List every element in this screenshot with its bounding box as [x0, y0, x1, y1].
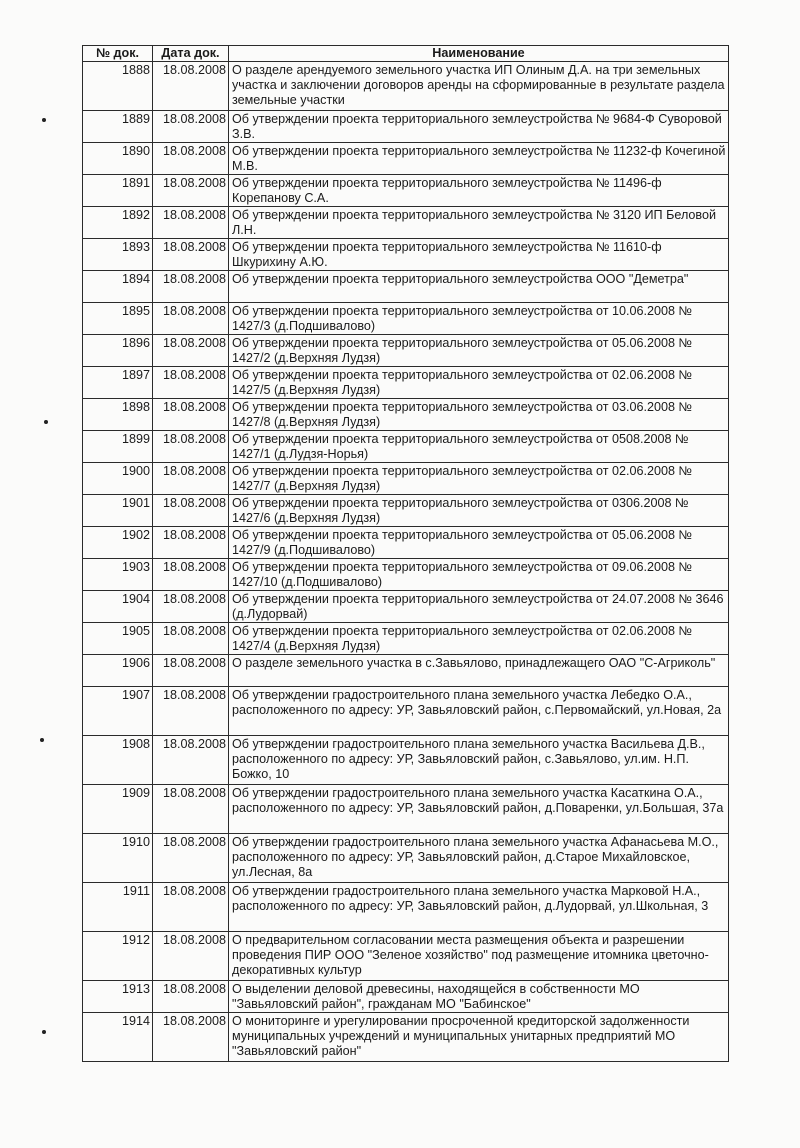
- doc-title-cell: Об утверждении проекта территориального землеустройства от 02.06.2008 № 1427/4 (д.Верхняя Лудзя): [229, 623, 729, 655]
- doc-title-cell: Об утверждении проекта территориального землеустройства № 11496-ф Корепанову С.А.: [229, 175, 729, 207]
- doc-date-cell: 18.08.2008: [153, 207, 229, 239]
- table-row: [83, 239, 729, 271]
- table-row: [83, 591, 729, 623]
- doc-number-cell: 1897: [83, 367, 153, 399]
- doc-title-cell: О предварительном согласовании места размещения объекта и разрешении проведения ПИР ООО "Зеленое хозяйство" под размещение итомника цветочно-декоративных культур: [229, 932, 729, 981]
- doc-number-cell: 1906: [83, 655, 153, 687]
- doc-date-cell: 18.08.2008: [153, 143, 229, 175]
- doc-title-cell: Об утверждении градостроительного плана земельного участка Лебедко О.А., расположенного по адресу: УР, Завьяловский район, с.Первомайский, ул.Новая, 2а: [229, 687, 729, 736]
- doc-number-cell: 1913: [83, 981, 153, 1013]
- doc-number-cell: 1912: [83, 932, 153, 981]
- table-row: [83, 399, 729, 431]
- doc-title-cell: Об утверждении градостроительного плана земельного участка Васильева Д.В., расположенного по адресу: УР, Завьяловский район, с.Завьялово, ул.им. Н.П. Божко, 10: [229, 736, 729, 785]
- doc-number-cell: 1911: [83, 883, 153, 932]
- doc-title-cell: Об утверждении проекта территориального землеустройства от 05.06.2008 № 1427/9 (д.Подшивалово): [229, 527, 729, 559]
- scan-speck: [42, 1030, 46, 1034]
- doc-number-cell: 1907: [83, 687, 153, 736]
- doc-date-cell: 18.08.2008: [153, 527, 229, 559]
- column-header-name: Наименование: [229, 46, 729, 62]
- table-header-row: [83, 46, 729, 62]
- doc-number-cell: 1894: [83, 271, 153, 303]
- doc-title-cell: Об утверждении проекта территориального землеустройства ООО "Деметра": [229, 271, 729, 303]
- doc-number-cell: 1891: [83, 175, 153, 207]
- doc-date-cell: 18.08.2008: [153, 591, 229, 623]
- doc-date-cell: 18.08.2008: [153, 559, 229, 591]
- table-row: [83, 367, 729, 399]
- table-row: [83, 559, 729, 591]
- doc-number-cell: 1914: [83, 1013, 153, 1062]
- doc-date-cell: 18.08.2008: [153, 623, 229, 655]
- doc-date-cell: 18.08.2008: [153, 271, 229, 303]
- doc-title-cell: Об утверждении проекта территориального землеустройства от 0508.2008 № 1427/1 (д.Лудзя-Норья): [229, 431, 729, 463]
- doc-date-cell: 18.08.2008: [153, 687, 229, 736]
- doc-title-cell: Об утверждении проекта территориального землеустройства № 9684-Ф Суворовой З.В.: [229, 111, 729, 143]
- doc-number-cell: 1903: [83, 559, 153, 591]
- table-row: [83, 335, 729, 367]
- doc-number-cell: 1899: [83, 431, 153, 463]
- table-row: [83, 62, 729, 111]
- doc-title-cell: Об утверждении проекта территориального землеустройства № 11232-ф Кочегиной М.В.: [229, 143, 729, 175]
- doc-title-cell: О выделении деловой древесины, находящейся в собственности МО "Завьяловский район", гражданам МО "Бабинское": [229, 981, 729, 1013]
- doc-number-cell: 1896: [83, 335, 153, 367]
- doc-title-cell: Об утверждении проекта территориального землеустройства от 05.06.2008 № 1427/2 (д.Верхняя Лудзя): [229, 335, 729, 367]
- doc-number-cell: 1900: [83, 463, 153, 495]
- table-row: [83, 463, 729, 495]
- table-row: [83, 623, 729, 655]
- doc-title-cell: Об утверждении проекта территориального землеустройства от 0306.2008 № 1427/6 (д.Верхняя Лудзя): [229, 495, 729, 527]
- doc-date-cell: 18.08.2008: [153, 495, 229, 527]
- scan-speck: [44, 420, 48, 424]
- doc-title-cell: Об утверждении градостроительного плана земельного участка Касаткина О.А., расположенного по адресу: УР, Завьяловский район, д.Поваренки, ул.Большая, 37а: [229, 785, 729, 834]
- table-row: [83, 271, 729, 303]
- column-header-date: Дата док.: [153, 46, 229, 62]
- table-row: [83, 1013, 729, 1062]
- table-row: [83, 785, 729, 834]
- table-row: [83, 175, 729, 207]
- doc-number-cell: 1888: [83, 62, 153, 111]
- doc-date-cell: 18.08.2008: [153, 883, 229, 932]
- table-row: [83, 932, 729, 981]
- doc-title-cell: Об утверждении проекта территориального землеустройства от 03.06.2008 № 1427/8 (д.Верхняя Лудзя): [229, 399, 729, 431]
- doc-title-cell: Об утверждении проекта территориального землеустройства от 09.06.2008 № 1427/10 (д.Подшивалово): [229, 559, 729, 591]
- doc-number-cell: 1890: [83, 143, 153, 175]
- doc-date-cell: 18.08.2008: [153, 367, 229, 399]
- doc-number-cell: 1901: [83, 495, 153, 527]
- scan-speck: [40, 738, 44, 742]
- doc-number-cell: 1905: [83, 623, 153, 655]
- doc-number-cell: 1904: [83, 591, 153, 623]
- doc-date-cell: 18.08.2008: [153, 111, 229, 143]
- doc-date-cell: 18.08.2008: [153, 463, 229, 495]
- table-row: [83, 111, 729, 143]
- doc-date-cell: 18.08.2008: [153, 303, 229, 335]
- doc-number-cell: 1898: [83, 399, 153, 431]
- doc-title-cell: Об утверждении градостроительного плана земельного участка Марковой Н.А., расположенного по адресу: УР, Завьяловский район, д.Лудорвай, ул.Школьная, 3: [229, 883, 729, 932]
- table-row: [83, 303, 729, 335]
- doc-date-cell: 18.08.2008: [153, 62, 229, 111]
- table-row: [83, 834, 729, 883]
- table-row: [83, 981, 729, 1013]
- doc-date-cell: 18.08.2008: [153, 981, 229, 1013]
- doc-title-cell: Об утверждении проекта территориального землеустройства № 3120 ИП Беловой Л.Н.: [229, 207, 729, 239]
- table-row: [83, 495, 729, 527]
- doc-date-cell: 18.08.2008: [153, 399, 229, 431]
- table-row: [83, 687, 729, 736]
- table-row: [83, 207, 729, 239]
- doc-title-cell: Об утверждении проекта территориального землеустройства от 24.07.2008 № 3646 (д.Лудорвай): [229, 591, 729, 623]
- doc-number-cell: 1909: [83, 785, 153, 834]
- doc-date-cell: 18.08.2008: [153, 335, 229, 367]
- doc-number-cell: 1889: [83, 111, 153, 143]
- doc-title-cell: О разделе земельного участка в с.Завьялово, принадлежащего ОАО "С-Агриколь": [229, 655, 729, 687]
- doc-number-cell: 1910: [83, 834, 153, 883]
- doc-title-cell: О разделе арендуемого земельного участка ИП Олиным Д.А. на три земельных участка и заключении договоров аренды на сформированные в результате раздела земельные участки: [229, 62, 729, 111]
- doc-date-cell: 18.08.2008: [153, 239, 229, 271]
- doc-number-cell: 1892: [83, 207, 153, 239]
- doc-title-cell: Об утверждении проекта территориального землеустройства № 11610-ф Шкурихину А.Ю.: [229, 239, 729, 271]
- table-row: [83, 527, 729, 559]
- doc-title-cell: О мониторинге и урегулировании просроченной кредиторской задолженности муниципальных учреждений и муниципальных унитарных предприятий МО "Завьяловский район": [229, 1013, 729, 1062]
- doc-number-cell: 1895: [83, 303, 153, 335]
- doc-date-cell: 18.08.2008: [153, 834, 229, 883]
- table-row: [83, 143, 729, 175]
- column-header-number: № док.: [83, 46, 153, 62]
- doc-number-cell: 1908: [83, 736, 153, 785]
- doc-date-cell: 18.08.2008: [153, 175, 229, 207]
- scan-speck: [42, 118, 46, 122]
- doc-number-cell: 1902: [83, 527, 153, 559]
- doc-date-cell: 18.08.2008: [153, 1013, 229, 1062]
- doc-date-cell: 18.08.2008: [153, 655, 229, 687]
- doc-date-cell: 18.08.2008: [153, 431, 229, 463]
- doc-date-cell: 18.08.2008: [153, 785, 229, 834]
- documents-table: [82, 45, 729, 1062]
- table-body: [83, 62, 729, 1062]
- doc-number-cell: 1893: [83, 239, 153, 271]
- table-row: [83, 736, 729, 785]
- doc-title-cell: Об утверждении проекта территориального землеустройства от 02.06.2008 № 1427/5 (д.Верхняя Лудзя): [229, 367, 729, 399]
- doc-title-cell: Об утверждении проекта территориального землеустройства от 10.06.2008 № 1427/3 (д.Подшивалово): [229, 303, 729, 335]
- table-row: [83, 431, 729, 463]
- table-row: [83, 883, 729, 932]
- doc-title-cell: Об утверждении проекта территориального землеустройства от 02.06.2008 № 1427/7 (д.Верхняя Лудзя): [229, 463, 729, 495]
- doc-date-cell: 18.08.2008: [153, 932, 229, 981]
- table-row: [83, 655, 729, 687]
- doc-date-cell: 18.08.2008: [153, 736, 229, 785]
- doc-title-cell: Об утверждении градостроительного плана земельного участка Афанасьева М.О., расположенного по адресу: УР, Завьяловский район, д.Старое Михайловское, ул.Лесная, 8а: [229, 834, 729, 883]
